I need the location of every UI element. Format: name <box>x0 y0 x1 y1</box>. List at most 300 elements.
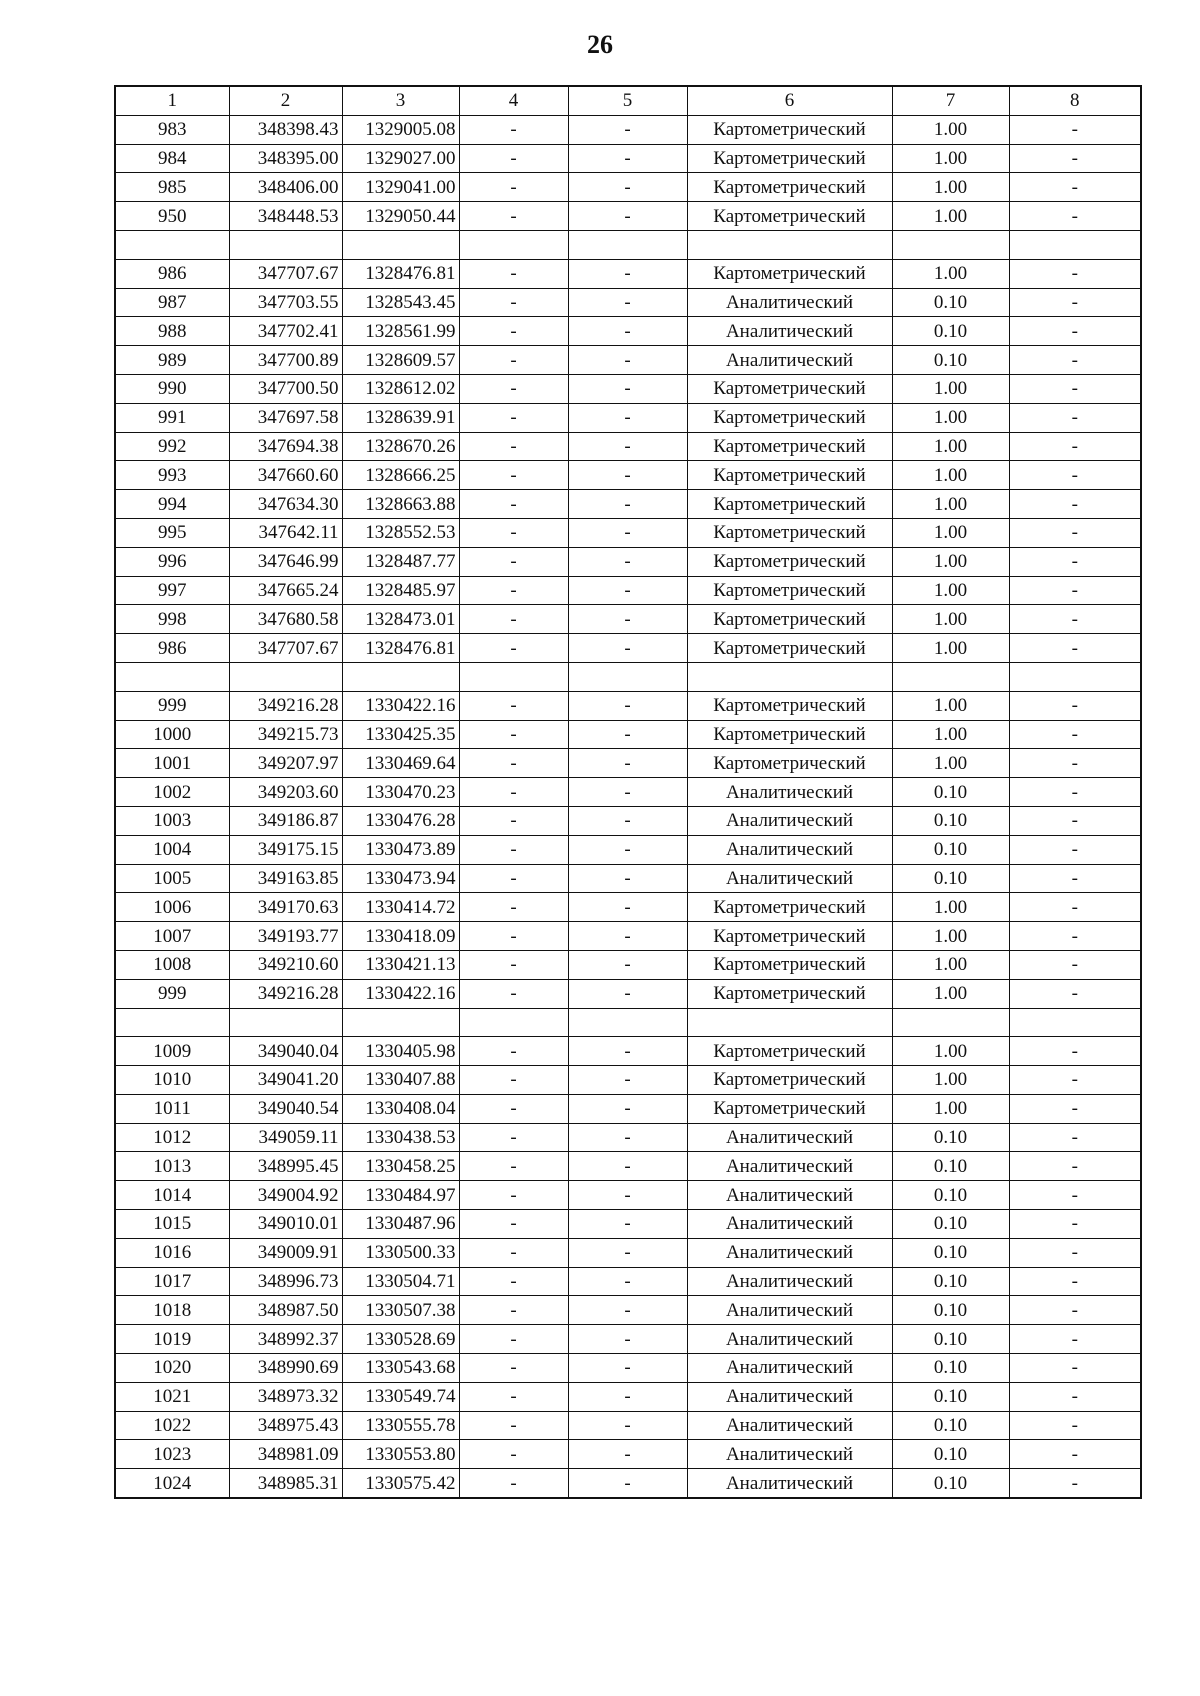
cell-accuracy <box>892 230 1009 259</box>
cell-method: Картометрический <box>687 144 892 173</box>
cell-col-4: - <box>459 144 568 173</box>
cell-col-5: - <box>568 864 687 893</box>
cell-x-coordinate: 347665.24 <box>229 576 342 605</box>
cell-accuracy: 1.00 <box>892 605 1009 634</box>
cell-y-coordinate <box>342 1008 459 1037</box>
cell-method: Аналитический <box>687 1469 892 1498</box>
cell-point-number: 995 <box>115 518 229 547</box>
cell-accuracy: 1.00 <box>892 490 1009 519</box>
cell-point-number: 1001 <box>115 749 229 778</box>
cell-y-coordinate: 1328485.97 <box>342 576 459 605</box>
cell-point-number: 1003 <box>115 806 229 835</box>
cell-point-number: 996 <box>115 547 229 576</box>
cell-col-4: - <box>459 374 568 403</box>
cell-method: Аналитический <box>687 317 892 346</box>
cell-x-coordinate: 349175.15 <box>229 835 342 864</box>
cell-method: Аналитический <box>687 835 892 864</box>
cell-col-8: - <box>1009 1440 1141 1469</box>
cell-point-number: 950 <box>115 202 229 231</box>
cell-method: Картометрический <box>687 576 892 605</box>
cell-col-8: - <box>1009 432 1141 461</box>
cell-x-coordinate: 348395.00 <box>229 144 342 173</box>
table-row <box>115 461 1141 490</box>
cell-x-coordinate: 347680.58 <box>229 605 342 634</box>
cell-col-8: - <box>1009 1123 1141 1152</box>
cell-col-4: - <box>459 1382 568 1411</box>
table-row <box>115 115 1141 144</box>
cell-col-4 <box>459 230 568 259</box>
table-row <box>115 432 1141 461</box>
header-cell-col-5: 5 <box>568 86 687 115</box>
cell-col-8: - <box>1009 490 1141 519</box>
cell-y-coordinate: 1330414.72 <box>342 893 459 922</box>
cell-col-4: - <box>459 720 568 749</box>
cell-col-4: - <box>459 1181 568 1210</box>
cell-accuracy: 0.10 <box>892 317 1009 346</box>
cell-point-number: 1005 <box>115 864 229 893</box>
cell-method: Картометрический <box>687 720 892 749</box>
cell-point-number: 999 <box>115 691 229 720</box>
cell-col-4: - <box>459 173 568 202</box>
table-row <box>115 864 1141 893</box>
cell-accuracy: 0.10 <box>892 346 1009 375</box>
table-row <box>115 1066 1141 1095</box>
cell-accuracy: 1.00 <box>892 691 1009 720</box>
cell-y-coordinate: 1329027.00 <box>342 144 459 173</box>
header-row <box>115 86 1141 115</box>
cell-y-coordinate: 1330553.80 <box>342 1440 459 1469</box>
cell-x-coordinate: 347702.41 <box>229 317 342 346</box>
cell-col-5 <box>568 1008 687 1037</box>
cell-accuracy: 1.00 <box>892 749 1009 778</box>
cell-y-coordinate: 1330422.16 <box>342 691 459 720</box>
table-row <box>115 1382 1141 1411</box>
cell-method: Аналитический <box>687 864 892 893</box>
cell-x-coordinate: 349041.20 <box>229 1066 342 1095</box>
cell-y-coordinate: 1330555.78 <box>342 1411 459 1440</box>
cell-accuracy: 1.00 <box>892 518 1009 547</box>
cell-col-8: - <box>1009 1238 1141 1267</box>
cell-col-4: - <box>459 1296 568 1325</box>
header-cell-col-2: 2 <box>229 86 342 115</box>
cell-col-8: - <box>1009 605 1141 634</box>
cell-col-8: - <box>1009 634 1141 663</box>
cell-point-number: 987 <box>115 288 229 317</box>
cell-method: Аналитический <box>687 778 892 807</box>
separator-row <box>115 230 1141 259</box>
table-row <box>115 1152 1141 1181</box>
cell-y-coordinate: 1328663.88 <box>342 490 459 519</box>
cell-y-coordinate: 1330408.04 <box>342 1094 459 1123</box>
cell-col-4: - <box>459 518 568 547</box>
table-row <box>115 518 1141 547</box>
cell-point-number: 984 <box>115 144 229 173</box>
cell-x-coordinate: 349004.92 <box>229 1181 342 1210</box>
cell-point-number: 993 <box>115 461 229 490</box>
cell-col-5: - <box>568 1382 687 1411</box>
cell-col-8: - <box>1009 317 1141 346</box>
cell-col-4: - <box>459 778 568 807</box>
cell-y-coordinate: 1330487.96 <box>342 1210 459 1239</box>
cell-x-coordinate: 349193.77 <box>229 922 342 951</box>
cell-col-4: - <box>459 288 568 317</box>
cell-point-number: 991 <box>115 403 229 432</box>
cell-x-coordinate: 348995.45 <box>229 1152 342 1181</box>
cell-col-5: - <box>568 259 687 288</box>
cell-method: Аналитический <box>687 1210 892 1239</box>
cell-x-coordinate: 349163.85 <box>229 864 342 893</box>
cell-col-8: - <box>1009 1210 1141 1239</box>
cell-col-5: - <box>568 1152 687 1181</box>
cell-y-coordinate: 1330484.97 <box>342 1181 459 1210</box>
table-row <box>115 547 1141 576</box>
cell-x-coordinate: 347703.55 <box>229 288 342 317</box>
cell-accuracy: 0.10 <box>892 1238 1009 1267</box>
cell-col-5: - <box>568 1469 687 1498</box>
cell-point-number: 1009 <box>115 1037 229 1066</box>
cell-point-number: 1002 <box>115 778 229 807</box>
cell-col-8 <box>1009 662 1141 691</box>
table-row <box>115 490 1141 519</box>
cell-accuracy: 1.00 <box>892 547 1009 576</box>
cell-col-5: - <box>568 749 687 778</box>
cell-method: Аналитический <box>687 1267 892 1296</box>
cell-col-4: - <box>459 1267 568 1296</box>
cell-method: Картометрический <box>687 461 892 490</box>
cell-col-8: - <box>1009 1267 1141 1296</box>
table-row <box>115 835 1141 864</box>
cell-col-4: - <box>459 634 568 663</box>
cell-point-number: 1012 <box>115 1123 229 1152</box>
cell-point-number: 983 <box>115 115 229 144</box>
cell-y-coordinate: 1328561.99 <box>342 317 459 346</box>
cell-col-8: - <box>1009 979 1141 1008</box>
cell-col-4: - <box>459 749 568 778</box>
cell-col-5: - <box>568 634 687 663</box>
cell-x-coordinate: 347707.67 <box>229 634 342 663</box>
cell-col-4: - <box>459 1066 568 1095</box>
cell-col-5: - <box>568 403 687 432</box>
cell-x-coordinate: 347642.11 <box>229 518 342 547</box>
table-body <box>115 115 1141 1498</box>
cell-method: Картометрический <box>687 605 892 634</box>
header-cell-col-6: 6 <box>687 86 892 115</box>
cell-col-8: - <box>1009 403 1141 432</box>
cell-x-coordinate: 347697.58 <box>229 403 342 432</box>
cell-col-8: - <box>1009 144 1141 173</box>
cell-col-5: - <box>568 1123 687 1152</box>
table-row <box>115 1094 1141 1123</box>
cell-col-5: - <box>568 1296 687 1325</box>
cell-x-coordinate: 349040.04 <box>229 1037 342 1066</box>
cell-y-coordinate: 1330469.64 <box>342 749 459 778</box>
table-row <box>115 202 1141 231</box>
cell-col-5: - <box>568 1354 687 1383</box>
cell-col-5: - <box>568 346 687 375</box>
cell-col-8: - <box>1009 1152 1141 1181</box>
cell-x-coordinate: 347700.50 <box>229 374 342 403</box>
cell-col-5: - <box>568 778 687 807</box>
cell-col-5: - <box>568 547 687 576</box>
table-row <box>115 374 1141 403</box>
cell-y-coordinate: 1328609.57 <box>342 346 459 375</box>
cell-method <box>687 1008 892 1037</box>
cell-point-number: 1014 <box>115 1181 229 1210</box>
cell-col-4: - <box>459 403 568 432</box>
cell-col-8: - <box>1009 518 1141 547</box>
cell-method: Картометрический <box>687 1037 892 1066</box>
cell-col-4: - <box>459 864 568 893</box>
cell-col-8: - <box>1009 835 1141 864</box>
cell-x-coordinate: 349210.60 <box>229 950 342 979</box>
cell-method: Картометрический <box>687 691 892 720</box>
cell-method: Картометрический <box>687 202 892 231</box>
cell-accuracy: 0.10 <box>892 864 1009 893</box>
cell-accuracy: 0.10 <box>892 778 1009 807</box>
cell-col-8: - <box>1009 346 1141 375</box>
table-row <box>115 288 1141 317</box>
cell-method: Картометрический <box>687 1094 892 1123</box>
cell-point-number: 1019 <box>115 1325 229 1354</box>
cell-col-8: - <box>1009 691 1141 720</box>
cell-method: Аналитический <box>687 1181 892 1210</box>
cell-point-number: 1023 <box>115 1440 229 1469</box>
cell-point-number: 1021 <box>115 1382 229 1411</box>
cell-point-number: 1004 <box>115 835 229 864</box>
cell-x-coordinate <box>229 1008 342 1037</box>
cell-accuracy: 0.10 <box>892 835 1009 864</box>
table-row <box>115 259 1141 288</box>
cell-method: Аналитический <box>687 1382 892 1411</box>
cell-y-coordinate: 1328639.91 <box>342 403 459 432</box>
table-row <box>115 806 1141 835</box>
cell-method <box>687 662 892 691</box>
cell-col-8: - <box>1009 950 1141 979</box>
table-row <box>115 317 1141 346</box>
cell-accuracy: 1.00 <box>892 259 1009 288</box>
cell-method: Картометрический <box>687 518 892 547</box>
cell-point-number: 1010 <box>115 1066 229 1095</box>
cell-y-coordinate <box>342 230 459 259</box>
cell-accuracy: 0.10 <box>892 1411 1009 1440</box>
separator-row <box>115 1008 1141 1037</box>
cell-col-5: - <box>568 1238 687 1267</box>
header-cell-col-8: 8 <box>1009 86 1141 115</box>
cell-x-coordinate: 348985.31 <box>229 1469 342 1498</box>
table-row <box>115 1181 1141 1210</box>
cell-col-4: - <box>459 1440 568 1469</box>
cell-col-5: - <box>568 317 687 346</box>
cell-y-coordinate: 1328487.77 <box>342 547 459 576</box>
cell-point-number: 989 <box>115 346 229 375</box>
cell-col-4: - <box>459 806 568 835</box>
cell-col-5: - <box>568 115 687 144</box>
cell-col-4: - <box>459 432 568 461</box>
cell-y-coordinate: 1328543.45 <box>342 288 459 317</box>
cell-col-8: - <box>1009 864 1141 893</box>
cell-x-coordinate: 349203.60 <box>229 778 342 807</box>
table-row <box>115 1440 1141 1469</box>
cell-accuracy: 0.10 <box>892 1267 1009 1296</box>
cell-accuracy: 1.00 <box>892 374 1009 403</box>
cell-col-5: - <box>568 893 687 922</box>
cell-col-4: - <box>459 691 568 720</box>
table-row <box>115 346 1141 375</box>
cell-y-coordinate: 1330575.42 <box>342 1469 459 1498</box>
cell-col-4: - <box>459 922 568 951</box>
cell-accuracy: 0.10 <box>892 1440 1009 1469</box>
cell-col-8: - <box>1009 1066 1141 1095</box>
cell-col-4: - <box>459 259 568 288</box>
cell-point-number: 986 <box>115 259 229 288</box>
cell-col-8 <box>1009 230 1141 259</box>
cell-x-coordinate: 347694.38 <box>229 432 342 461</box>
cell-point-number: 1000 <box>115 720 229 749</box>
cell-col-4: - <box>459 1152 568 1181</box>
cell-point-number: 1008 <box>115 950 229 979</box>
cell-method: Картометрический <box>687 115 892 144</box>
header-cell-col-1: 1 <box>115 86 229 115</box>
cell-accuracy: 1.00 <box>892 950 1009 979</box>
cell-accuracy: 1.00 <box>892 979 1009 1008</box>
cell-x-coordinate: 348448.53 <box>229 202 342 231</box>
cell-y-coordinate: 1330500.33 <box>342 1238 459 1267</box>
cell-accuracy: 0.10 <box>892 1354 1009 1383</box>
cell-col-5 <box>568 230 687 259</box>
cell-x-coordinate: 349216.28 <box>229 979 342 1008</box>
cell-y-coordinate: 1328552.53 <box>342 518 459 547</box>
cell-col-5: - <box>568 720 687 749</box>
table-row <box>115 1296 1141 1325</box>
cell-method: Картометрический <box>687 749 892 778</box>
cell-accuracy: 1.00 <box>892 922 1009 951</box>
cell-accuracy: 1.00 <box>892 1066 1009 1095</box>
cell-col-5: - <box>568 922 687 951</box>
cell-col-8: - <box>1009 461 1141 490</box>
cell-accuracy: 1.00 <box>892 893 1009 922</box>
cell-x-coordinate: 347700.89 <box>229 346 342 375</box>
header-cell-col-7: 7 <box>892 86 1009 115</box>
cell-col-5: - <box>568 288 687 317</box>
table-row <box>115 922 1141 951</box>
cell-col-8: - <box>1009 259 1141 288</box>
cell-accuracy: 0.10 <box>892 806 1009 835</box>
cell-col-4: - <box>459 547 568 576</box>
cell-col-4: - <box>459 576 568 605</box>
cell-accuracy: 0.10 <box>892 1325 1009 1354</box>
cell-point-number: 1007 <box>115 922 229 951</box>
cell-point-number <box>115 230 229 259</box>
cell-col-5: - <box>568 1267 687 1296</box>
cell-col-4: - <box>459 346 568 375</box>
cell-col-8: - <box>1009 1181 1141 1210</box>
cell-point-number: 988 <box>115 317 229 346</box>
table-row <box>115 691 1141 720</box>
cell-y-coordinate: 1328476.81 <box>342 259 459 288</box>
cell-col-5: - <box>568 576 687 605</box>
cell-col-5 <box>568 662 687 691</box>
cell-col-8: - <box>1009 1094 1141 1123</box>
cell-y-coordinate: 1330528.69 <box>342 1325 459 1354</box>
table-row <box>115 1238 1141 1267</box>
cell-col-5: - <box>568 1411 687 1440</box>
cell-col-8: - <box>1009 749 1141 778</box>
cell-accuracy: 1.00 <box>892 202 1009 231</box>
cell-col-5: - <box>568 1181 687 1210</box>
cell-col-8: - <box>1009 1354 1141 1383</box>
table-row <box>115 778 1141 807</box>
cell-method <box>687 230 892 259</box>
page-number: 26 <box>587 30 613 59</box>
cell-x-coordinate: 348990.69 <box>229 1354 342 1383</box>
cell-point-number: 986 <box>115 634 229 663</box>
cell-col-5: - <box>568 691 687 720</box>
cell-col-8: - <box>1009 1037 1141 1066</box>
cell-col-8: - <box>1009 1382 1141 1411</box>
cell-x-coordinate: 348981.09 <box>229 1440 342 1469</box>
cell-col-5: - <box>568 1066 687 1095</box>
cell-col-5: - <box>568 461 687 490</box>
cell-col-4: - <box>459 1469 568 1498</box>
cell-y-coordinate: 1328666.25 <box>342 461 459 490</box>
cell-method: Картометрический <box>687 173 892 202</box>
table-row <box>115 893 1141 922</box>
cell-col-4: - <box>459 461 568 490</box>
cell-col-8: - <box>1009 547 1141 576</box>
cell-y-coordinate: 1329005.08 <box>342 115 459 144</box>
cell-col-8: - <box>1009 1469 1141 1498</box>
cell-accuracy: 0.10 <box>892 1181 1009 1210</box>
cell-col-5: - <box>568 806 687 835</box>
table-row <box>115 950 1141 979</box>
cell-col-5: - <box>568 1440 687 1469</box>
cell-accuracy: 0.10 <box>892 288 1009 317</box>
cell-point-number: 998 <box>115 605 229 634</box>
cell-point-number: 1013 <box>115 1152 229 1181</box>
cell-y-coordinate: 1329041.00 <box>342 173 459 202</box>
cell-accuracy: 1.00 <box>892 461 1009 490</box>
cell-x-coordinate: 349207.97 <box>229 749 342 778</box>
cell-x-coordinate: 349040.54 <box>229 1094 342 1123</box>
cell-col-5: - <box>568 1094 687 1123</box>
cell-y-coordinate: 1330418.09 <box>342 922 459 951</box>
table-row <box>115 1123 1141 1152</box>
cell-point-number: 1006 <box>115 893 229 922</box>
cell-point-number: 999 <box>115 979 229 1008</box>
cell-method: Картометрический <box>687 432 892 461</box>
cell-col-5: - <box>568 979 687 1008</box>
cell-col-5: - <box>568 490 687 519</box>
cell-point-number: 1016 <box>115 1238 229 1267</box>
cell-x-coordinate: 348975.43 <box>229 1411 342 1440</box>
cell-point-number: 1017 <box>115 1267 229 1296</box>
cell-col-4: - <box>459 1210 568 1239</box>
table-row <box>115 1411 1141 1440</box>
cell-col-4: - <box>459 1094 568 1123</box>
cell-y-coordinate: 1330473.94 <box>342 864 459 893</box>
cell-accuracy: 0.10 <box>892 1382 1009 1411</box>
cell-accuracy: 1.00 <box>892 115 1009 144</box>
cell-col-4: - <box>459 605 568 634</box>
cell-col-4: - <box>459 115 568 144</box>
cell-method: Картометрический <box>687 950 892 979</box>
cell-method: Аналитический <box>687 288 892 317</box>
cell-point-number: 985 <box>115 173 229 202</box>
cell-col-4: - <box>459 1037 568 1066</box>
cell-accuracy: 1.00 <box>892 403 1009 432</box>
cell-x-coordinate: 349216.28 <box>229 691 342 720</box>
cell-point-number: 997 <box>115 576 229 605</box>
